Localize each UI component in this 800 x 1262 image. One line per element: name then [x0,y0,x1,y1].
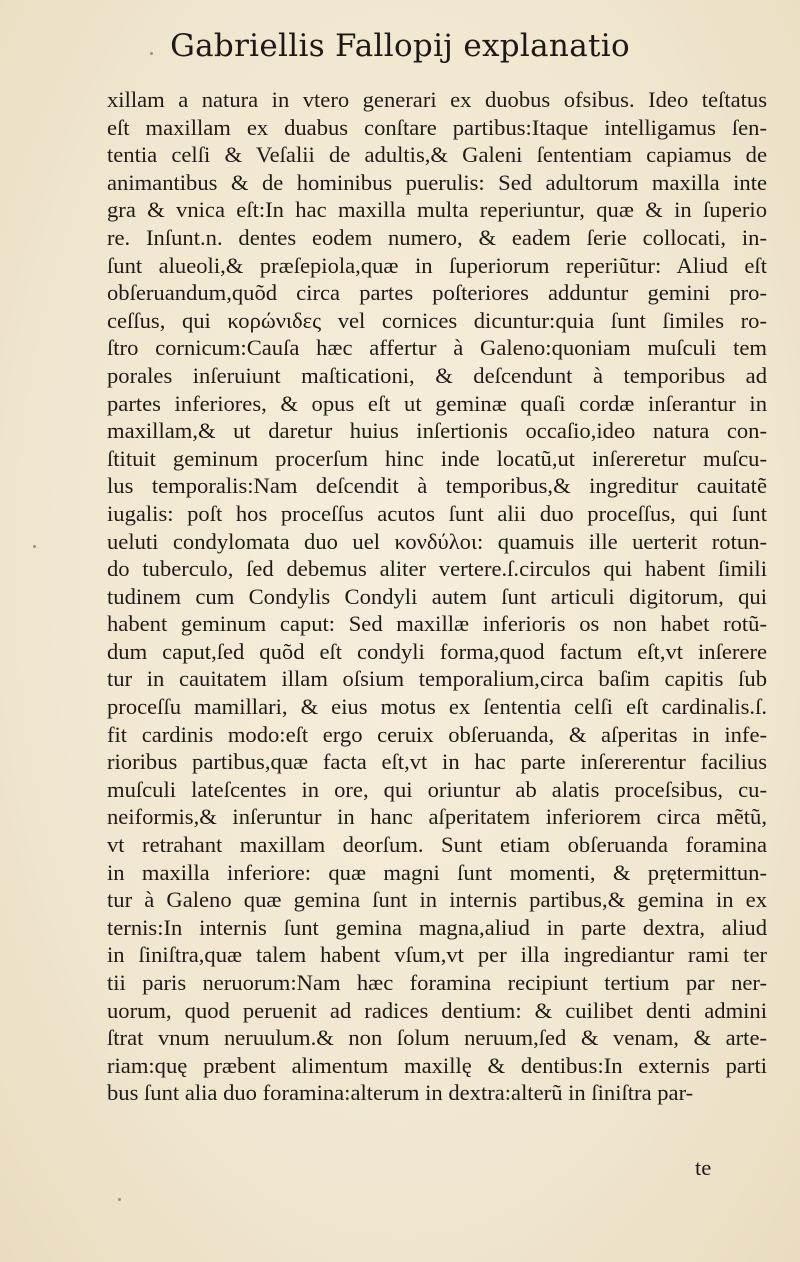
text-line: partes inferiores, & opus eſt ut geminæ quaſi cordæ inſerantur in [107,390,767,416]
text-line: tentia celſi & Veſalii de adultis,& Galeni ſententiam capiamus de [107,142,767,168]
text-line: ternis:In internis ſunt gemina magna,aliud in parte dextra, aliud [107,914,767,940]
text-line: proceſſu mamillari, & eius motus ex ſententia celſi eſt cardinalis.ſ. [107,694,767,720]
text-line: lus temporalis:Nam deſcendit à temporibus,& ingreditur cauitatẽ [107,473,767,499]
paper-speck [150,52,153,55]
running-head: Gabriellis Fallopij explanatio [170,28,630,64]
text-line: neiformis,& inſeruntur in hanc aſperitatem inferiorem circa mẽtũ, [107,804,767,830]
text-line: ſtro cornicum:Cauſa hæc affertur à Galeno:quoniam muſculi tem [107,335,767,361]
text-line: habent geminum caput: Sed maxillæ inferioris os non habet rotũ- [107,611,767,637]
text-line: bus ſunt alia duo foramina:alterum in dextra:alterũ in ſiniſtra par- [107,1080,694,1106]
text-line: muſculi lateſcentes in ore, qui oriuntur ab alatis proceſsibus, cu- [107,776,767,802]
text-line: tur à Galeno quæ gemina ſunt in internis partibus,& gemina in ex [107,887,767,913]
text-line: rioribus partibus,quæ facta eſt,vt in hac parte inſererentur facilius [107,749,767,775]
text-line: dum caput,ſed quõd eſt condyli forma,quod factum eſt,vt inſerere [107,638,767,664]
text-line: animantibus & de hominibus puerulis: Sed adultorum maxilla inte [107,169,767,195]
text-line: eſt maxillam ex duabus conſtare partibus:Itaque intelligamus ſen- [107,114,767,140]
text-line: do tuberculo, ſed debemus aliter vertere.ſ.circulos qui habent ſimili [107,556,767,582]
text-line: tudinem cum Condylis Condyli autem ſunt articuli digitorum, qui [107,583,767,609]
text-line: re. Inſunt.n. dentes eodem numero, & eadem ſerie collocati, in- [107,224,767,250]
text-line: porales inſeruiunt maſticationi, & deſcendunt à temporibus ad [107,362,767,388]
text-line: ſunt alueoli,& præſepiola,quæ in ſuperiorum reperiũtur: Aliud eſt [107,252,767,278]
text-line: uorum, quod peruenit ad radices dentium: & cuilibet denti admini [107,997,767,1023]
text-line: ueluti condylomata duo uel κονδύλοι: quamuis ille uerterit rotun- [107,528,767,554]
text-line: tur in cauitatem illam oſsium temporalium,circa baſim capitis ſub [107,666,767,692]
paper-speck [118,1198,121,1201]
text-line: gra & vnica eſt:In hac maxilla multa reperiuntur, quæ & in ſuperio [107,197,767,223]
text-line: xillam a natura in vtero generari ex duobus ofsibus. Ideo teſtatus [107,87,767,112]
text-line: fit cardinis modo:eſt ergo ceruix obſeruanda, & aſperitas in infe- [107,721,767,747]
text-line: riam:quę præbent alimentum maxillę & dentibus:In externis parti [107,1052,767,1078]
text-line: tii paris neruorum:Nam hæc foramina recipiunt tertium par ner- [107,970,767,995]
text-line: ſtrat vnum neruulum.& non ſolum neruum,ſed & venam, & arte- [107,1025,767,1051]
text-line: in ſiniſtra,quæ talem habent vſum,vt per illa ingrediantur rami ter [107,942,767,968]
catchword: te [695,1155,712,1180]
text-line: ſtituit geminum procerſum hinc inde locatũ,ut inſereretur muſcu- [107,445,767,471]
text-line: ceſſus, qui κορώνιδες vel cornices dicuntur:quia ſunt ſimiles ro- [107,307,767,333]
text-line: obſeruandum,quõd circa partes poſteriores adduntur gemini pro- [107,280,767,306]
text-line: iugalis: poſt hos proceſſus acutos ſunt alii duo proceſſus, qui ſunt [107,500,767,526]
paper-speck [33,545,36,548]
text-line: maxillam,& ut daretur huius inſertionis occaſio,ideo natura con- [107,418,767,444]
text-line: in maxilla inferiore: quæ magni ſunt momenti, & prętermittun- [107,859,767,885]
text-line: vt retrahant maxillam deorſum. Sunt etiam obſeruanda foramina [107,832,767,858]
body-text [107,86,767,1107]
